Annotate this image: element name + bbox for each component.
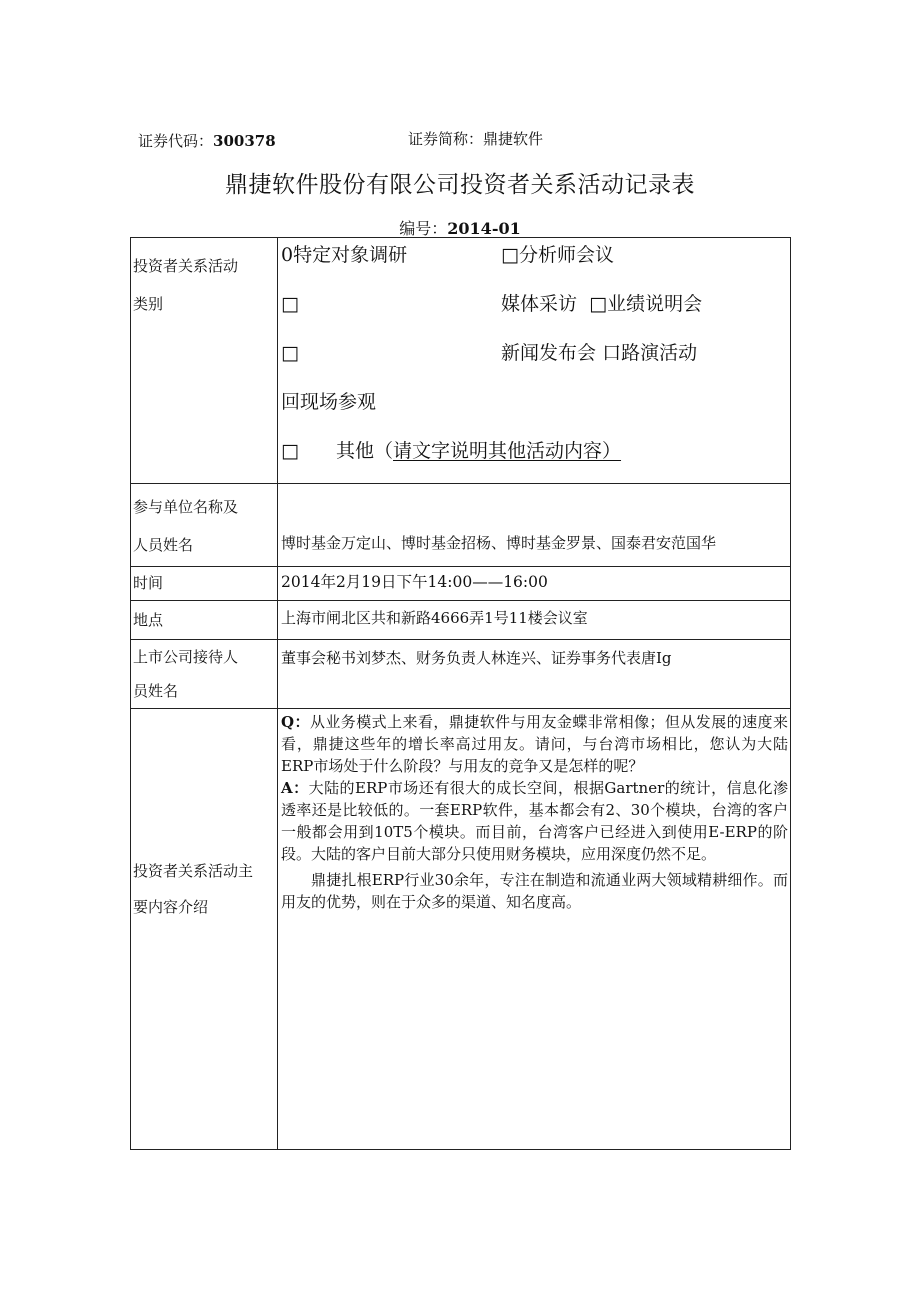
category-option-line-5 — [281, 434, 788, 483]
staff-label — [131, 640, 278, 709]
staff-value: 董事会秘书刘梦杰、财务负责人林连兴、证券事务代表唐Ig — [281, 649, 672, 667]
place-value-cell — [278, 601, 791, 640]
option-site-visit-text: 现场参观 — [300, 391, 377, 413]
security-abbr-value: 鼎捷软件 — [483, 130, 544, 148]
option-other-box[interactable]: □ — [281, 440, 299, 462]
participants-value-cell — [278, 484, 791, 567]
row-participants — [131, 484, 791, 567]
option-media-box[interactable]: □ — [281, 293, 299, 315]
place-label-cell — [131, 601, 278, 640]
participants-value: 博时基金万定山、博时基金招杨、博时基金罗景、国泰君安范国华 — [281, 534, 717, 552]
record-table — [130, 237, 791, 1150]
option-other-text: 请文字说明其他活动内容） — [393, 440, 622, 462]
category-label — [131, 238, 278, 484]
option-other — [336, 436, 621, 466]
place-label: 地点 — [133, 611, 164, 629]
content-label — [131, 709, 278, 1150]
security-abbr — [408, 128, 543, 149]
option-research-text: 特定对象调研 — [293, 244, 408, 266]
category-options — [278, 238, 791, 484]
staff-label-line1: 上市公司接待人 — [133, 648, 239, 666]
option-results-text: 业绩说明会 — [607, 293, 703, 315]
security-abbr-label: 证券简称： — [408, 130, 484, 148]
answer-marker: A： — [281, 779, 309, 797]
option-media-and-results — [501, 289, 702, 319]
content-question — [281, 711, 788, 777]
content-label-line2: 要内容介绍 — [133, 898, 209, 916]
option-results-box[interactable]: □ — [589, 293, 608, 315]
content-answer — [281, 777, 788, 865]
document-number-label: 编号： — [399, 219, 448, 238]
place-value: 上海市闸北区共和新路4666弄1号11楼会议室 — [281, 609, 588, 627]
staff-label-line2: 员姓名 — [133, 682, 179, 700]
row-staff — [131, 640, 791, 709]
time-label: 时间 — [133, 574, 164, 592]
option-press-and-roadshow — [501, 338, 697, 368]
security-code — [138, 130, 276, 151]
content-paragraph-2: 鼎捷扎根ERP行业30余年，专注在制造和流通业两大领域精耕细作。而用友的优势，则在于众多的渠道、知名度高。 — [281, 871, 788, 911]
option-press-box[interactable]: □ — [281, 342, 299, 364]
category-label-line2: 类别 — [133, 295, 164, 313]
document-number — [0, 216, 920, 239]
category-option-line-2 — [281, 287, 788, 336]
option-roadshow-box[interactable]: 口 — [602, 342, 622, 364]
row-time — [131, 567, 791, 601]
option-analyst-box: □ — [501, 244, 519, 266]
row-category — [131, 238, 791, 484]
option-press-text: 新闻发布会 — [501, 342, 597, 364]
option-roadshow-text: 路演活动 — [621, 342, 698, 364]
participants-label-line1: 参与单位名称及 — [133, 498, 239, 516]
option-site-visit-box: 回 — [281, 391, 301, 413]
participants-label-line2: 人员姓名 — [133, 536, 194, 554]
security-code-label: 证券代码： — [138, 132, 214, 150]
participants-label — [131, 484, 278, 567]
document-number-value: 2014-01 — [447, 219, 521, 238]
option-analyst-text: 分析师会议 — [518, 244, 614, 266]
time-label-cell — [131, 567, 278, 601]
question-text: 从业务模式上来看，鼎捷软件与用友金蝶非常相像；但从发展的速度来看，鼎捷这些年的增长率高过用友。请问，与台湾市场相比，您认为大陆ERP市场处于什么阶段？与用友的竞争又是怎样的呢？ — [281, 713, 788, 775]
option-other-prefix: 其他（ — [336, 440, 394, 462]
category-option-line-3 — [281, 336, 788, 385]
question-marker: Q： — [281, 713, 310, 731]
option-research-box: 0 — [281, 244, 294, 266]
security-code-value: 300378 — [213, 132, 276, 150]
content-body — [278, 709, 791, 1150]
staff-value-cell — [278, 640, 791, 709]
option-site-visit[interactable] — [281, 387, 376, 417]
category-label-line1: 投资者关系活动 — [133, 257, 239, 275]
option-analyst-meeting[interactable] — [501, 240, 614, 270]
option-research[interactable] — [281, 240, 407, 270]
category-option-line-4 — [281, 385, 788, 434]
category-option-line-1 — [281, 238, 788, 287]
document-title: 鼎捷软件股份有限公司投资者关系活动记录表 — [225, 172, 695, 198]
content-label-line1: 投资者关系活动主 — [133, 862, 254, 880]
row-content — [131, 709, 791, 1150]
answer-text: 大陆的ERP市场还有很大的成长空间，根据Gartner的统计，信息化渗透率还是比较低的。一套ERP软件，基本都会有2、30个模块，台湾的客户一般都会用到10T5个模块。而目前，台湾客户已经进入到使用E-ERP的阶段。大陆的客户目前大部分只使用财务模块，应用深度仍然不足。 — [281, 779, 789, 863]
time-value-cell — [278, 567, 791, 601]
row-place — [131, 601, 791, 640]
time-value: 2014年2月19日下午14:00——16:00 — [281, 573, 548, 591]
option-media-text: 媒体采访 — [501, 293, 578, 315]
